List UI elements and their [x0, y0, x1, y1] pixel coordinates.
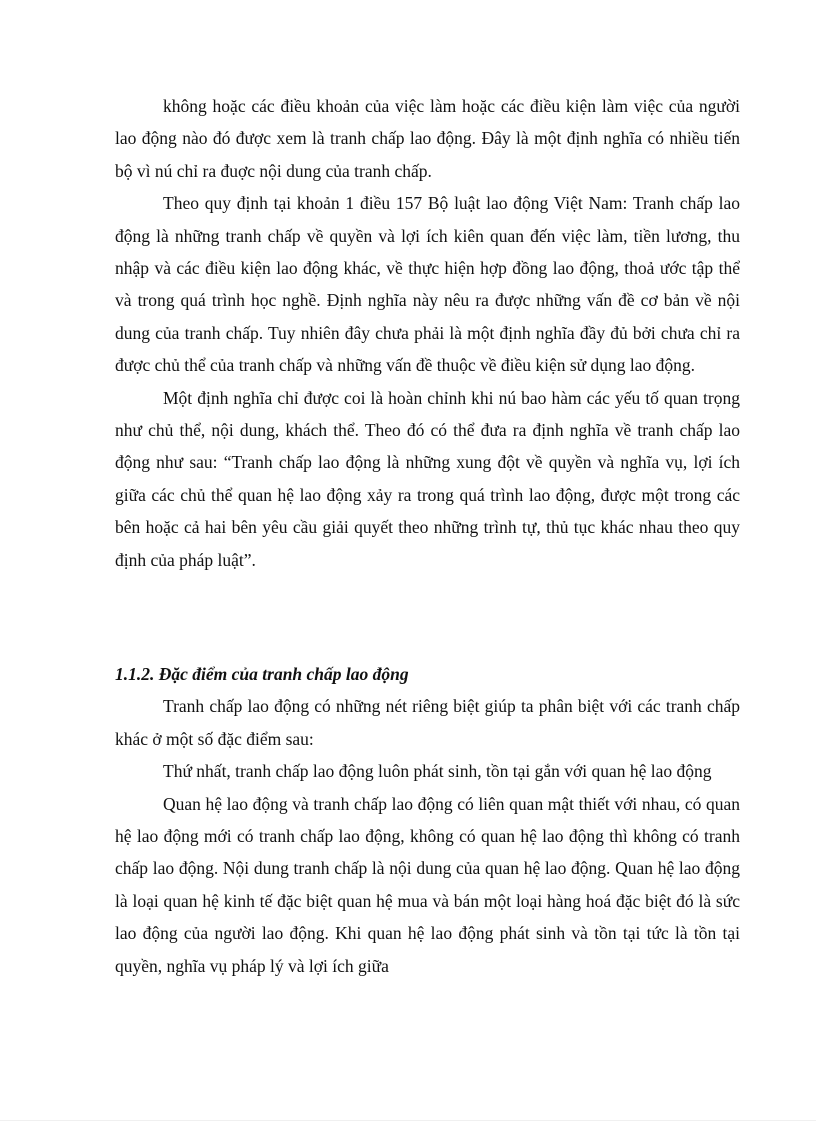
- paragraph-characteristics-intro: Tranh chấp lao động có những nét riêng biệt giúp ta phân biệt với các tranh chấp khác ở một số đặc điểm sau:: [115, 696, 740, 749]
- paragraph-first-characteristic: Thứ nhất, tranh chấp lao động luôn phát sinh, tồn tại gắn với quan hệ lao động: [163, 761, 712, 782]
- paragraph-complete-definition: Một định nghĩa chỉ được coi là hoàn chỉnh khi nú bao hàm các yếu tố quan trọng như chủ thể, nội dung, khách thể. Theo đó có thể đưa ra định nghĩa về tranh chấp lao động như sau: “Tranh chấp lao động là những xung đột về quyền và nghĩa vụ, lợi ích giữa các chủ thể quan hệ lao động xảy ra trong quá trình lao động, được một trong các bên hoặc cả hai bên yêu cầu giải quyết theo những trình tự, thủ tục khác nhau theo quy định của pháp luật”.: [115, 387, 740, 570]
- section-heading: 1.1.2. Đặc điểm của tranh chấp lao động: [115, 664, 409, 684]
- page-bottom-edge: [0, 1120, 816, 1121]
- body-text-block-1: [115, 90, 740, 576]
- paragraph-labor-code-definition: Theo quy định tại khoản 1 điều 157 Bộ luật lao động Việt Nam: Tranh chấp lao động là những tranh chấp về quyền và lợi ích kiên quan đến việc làm, tiền lương, thu nhập và các điều kiện lao động khác, về thực hiện hợp đồng lao động, thoả ước tập thể và trong quá trình học nghề. Định nghĩa này nêu ra được những vấn đề cơ bản về nội dung của tranh chấp. Tuy nhiên đây chưa phải là một định nghĩa đầy đủ bởi chưa chỉ ra được chủ thể của tranh chấp và những vấn đề thuộc về điều kiện sử dụng lao động.: [115, 193, 740, 376]
- paragraph-definition-continuation: không hoặc các điều khoản của việc làm hoặc các điều kiện làm việc của người lao động nào đó được xem là tranh chấp lao động. Đây là một định nghĩa có nhiều tiến bộ vì nú chỉ ra đuợc nội dung của tranh chấp.: [115, 96, 740, 181]
- body-text-block-2: [115, 658, 740, 982]
- paragraph-labor-relations: Quan hệ lao động và tranh chấp lao động có liên quan mật thiết với nhau, có quan hệ lao động mới có tranh chấp lao động, không có quan hệ lao động thì không có tranh chấp lao động. Nội dung tranh chấp là nội dung của quan hệ lao động. Quan hệ lao động là loại quan hệ kinh tế đặc biệt quan hệ mua và bán một loại hàng hoá đặc biệt đó là sức lao động của người lao động. Khi quan hệ lao động phát sinh và tồn tại tức là tồn tại quyền, nghĩa vụ pháp lý và lợi ích giữa: [115, 793, 740, 976]
